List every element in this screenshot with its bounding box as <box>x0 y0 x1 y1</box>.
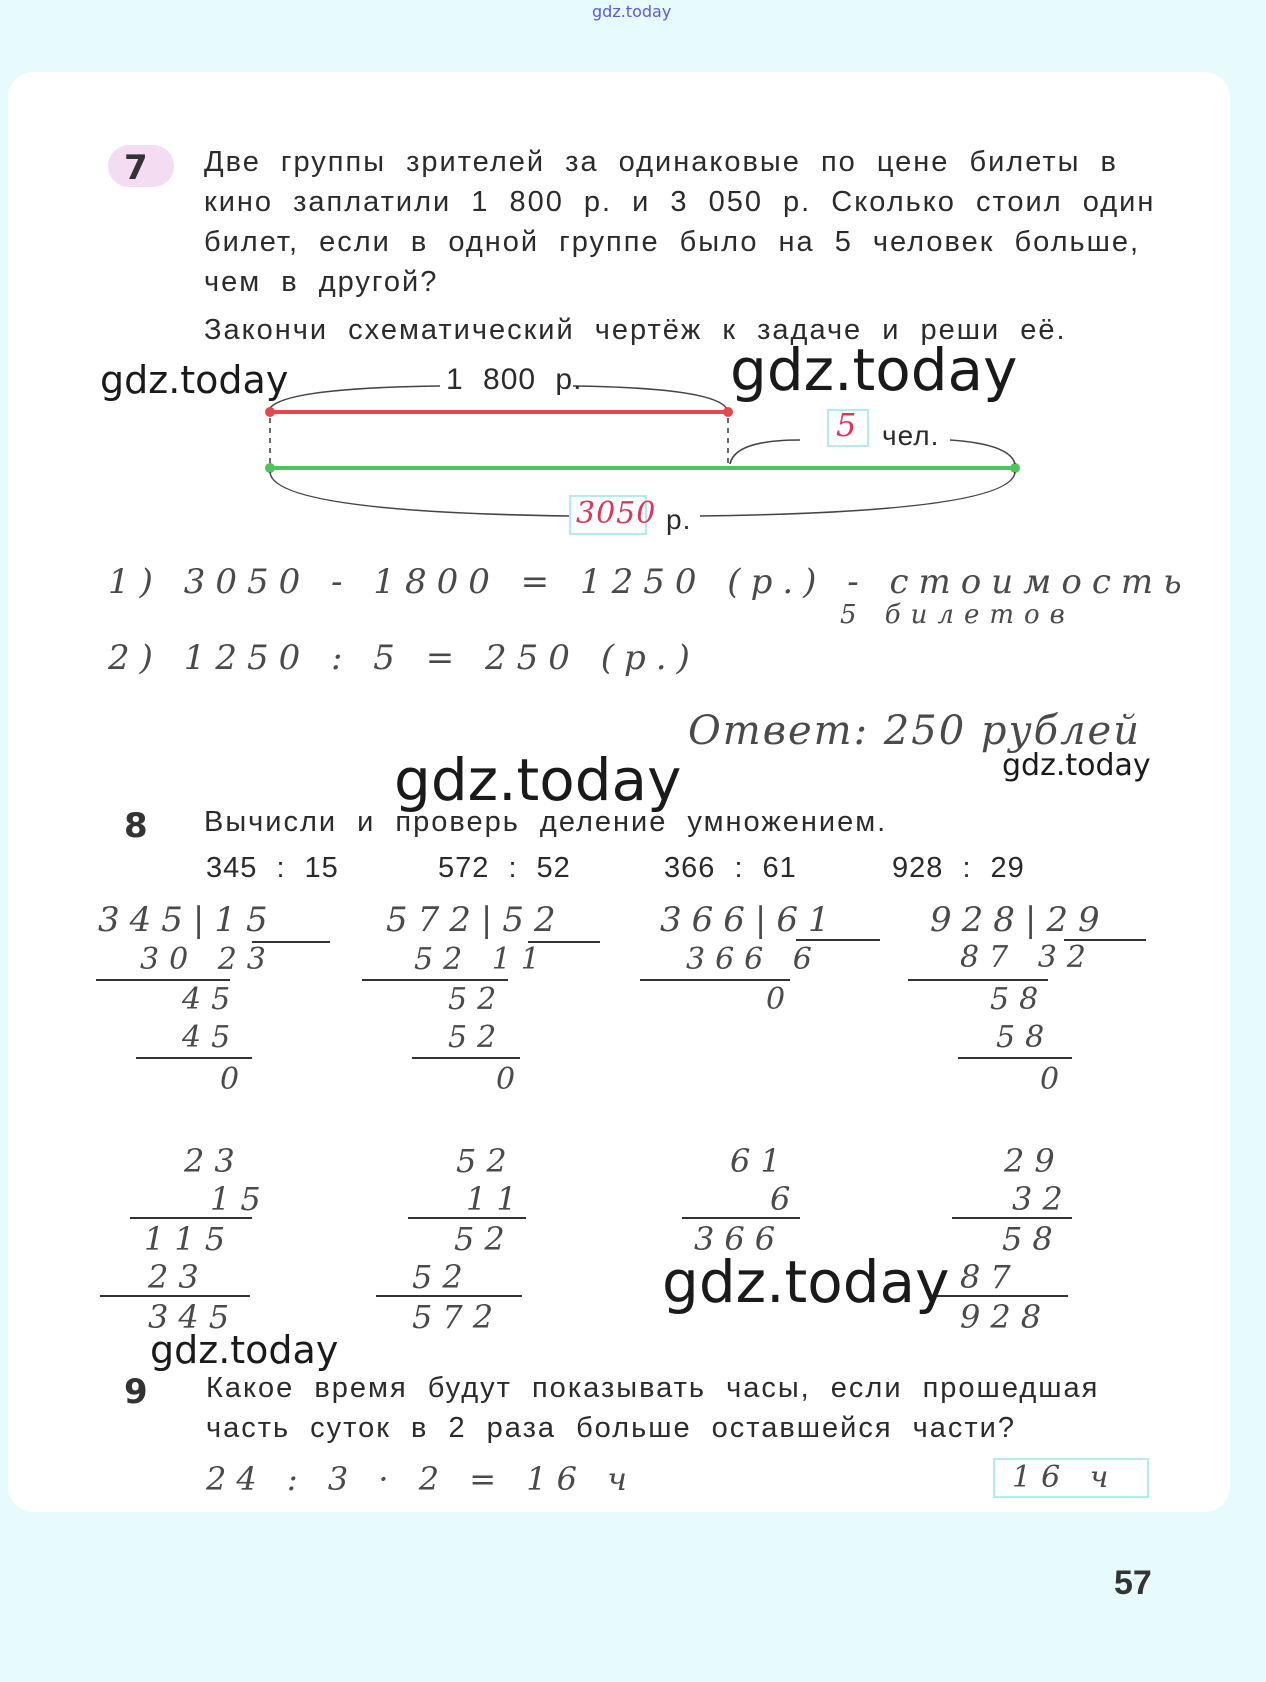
check2-row: 52 <box>456 1142 517 1180</box>
solution-step1b: 5 билетов <box>840 600 1075 630</box>
check3-row: 366 <box>694 1220 786 1258</box>
check4-row: 928 <box>960 1298 1052 1336</box>
solution-step2: 2) 1250 : 5 = 250 (р.) <box>108 638 700 678</box>
task7-number: 7 <box>124 148 148 188</box>
division2-row: 52 <box>448 982 507 1017</box>
task7-line: Две группы зрителей за одинаковые по цене билеты в <box>204 146 1118 178</box>
page-number: 57 <box>1114 1564 1152 1602</box>
check1-row: 23 <box>184 1142 245 1180</box>
watermark: gdz.today <box>150 1328 339 1372</box>
task8-example: 345 : 15 <box>206 852 339 884</box>
diagram-diff-unit: чел. <box>882 420 940 451</box>
task9-text <box>206 1368 1099 1448</box>
solution-answer: Ответ: 250 рублей <box>688 708 1141 754</box>
watermark: gdz.today <box>730 336 1018 404</box>
watermark: gdz.today <box>662 1248 950 1316</box>
task8-number: 8 <box>124 806 148 846</box>
check2-row: 572 <box>412 1298 504 1336</box>
header-watermark: gdz.today <box>592 2 672 21</box>
division3-row: 366 6 <box>686 942 822 977</box>
task8-instruction: Вычисли и проверь деление умножением. <box>204 806 888 838</box>
division4-row: 0 <box>1040 1062 1070 1097</box>
diagram-diff-value: 5 <box>836 406 857 444</box>
check4-row: 29 <box>1004 1142 1065 1180</box>
check2-row: 11 <box>466 1180 527 1218</box>
check1-row: 15 <box>210 1180 271 1218</box>
division4-row: 928|29 <box>930 900 1110 940</box>
division1-row: 30 23 <box>140 942 276 977</box>
task7-instruction: Закончи схематический чертёж к задаче и реши её. <box>204 314 1067 346</box>
task9-answer: 16 ч <box>1012 1460 1119 1495</box>
diagram-bottom-unit: р. <box>666 504 692 535</box>
check3-row: 61 <box>730 1142 791 1180</box>
division3-row: 366|61 <box>660 900 840 940</box>
watermark: gdz.today <box>1002 748 1151 783</box>
check3-row: 6 <box>770 1180 801 1218</box>
division1-row: 45 <box>182 982 241 1017</box>
task9-number: 9 <box>124 1372 148 1412</box>
division4-row: 58 <box>996 1020 1055 1055</box>
check1-row: 345 <box>148 1298 240 1336</box>
division2-row: 572|52 <box>386 900 566 940</box>
check4-row: 58 <box>1002 1220 1063 1258</box>
division4-row: 87 32 <box>960 940 1096 975</box>
division3-row: 0 <box>766 982 796 1017</box>
division1-row: 0 <box>220 1062 250 1097</box>
task7-line: кино заплатили 1 800 р. и 3 050 р. Сколько стоил один <box>204 186 1156 218</box>
task8-example: 928 : 29 <box>892 852 1025 884</box>
watermark: gdz.today <box>394 746 682 814</box>
check1-row: 23 <box>148 1258 209 1296</box>
division1-row: 45 <box>182 1020 241 1055</box>
division1-row: 345|15 <box>98 900 278 940</box>
task9-line: Какое время будут показывать часы, если прошедшая <box>206 1372 1100 1404</box>
task9-line: часть суток в 2 раза больше оставшейся части? <box>206 1412 1016 1444</box>
task7-line: билет, если в одной группе было на 5 человек больше, <box>204 226 1141 258</box>
task8-example: 366 : 61 <box>664 852 797 884</box>
division2-row: 0 <box>496 1062 526 1097</box>
task9-solution: 24 : 3 · 2 = 16 ч <box>206 1460 638 1498</box>
diagram-bottom-value: 3050 <box>576 496 657 531</box>
division4-row: 58 <box>990 982 1049 1017</box>
solution-step1: 1) 3050 - 1800 = 1250 (р.) - стоимость <box>108 562 1192 602</box>
check4-row: 32 <box>1012 1180 1073 1218</box>
check2-row: 52 <box>454 1220 515 1258</box>
check1-row: 115 <box>144 1220 236 1258</box>
task7-line: чем в другой? <box>204 266 439 298</box>
diagram-top-label: 1 800 р. <box>446 363 583 396</box>
check4-row: 87 <box>960 1258 1021 1296</box>
watermark: gdz.today <box>100 358 289 402</box>
check2-row: 52 <box>412 1258 473 1296</box>
division2-row: 52 11 <box>414 942 550 977</box>
task8-example: 572 : 52 <box>438 852 571 884</box>
division2-row: 52 <box>448 1020 507 1055</box>
